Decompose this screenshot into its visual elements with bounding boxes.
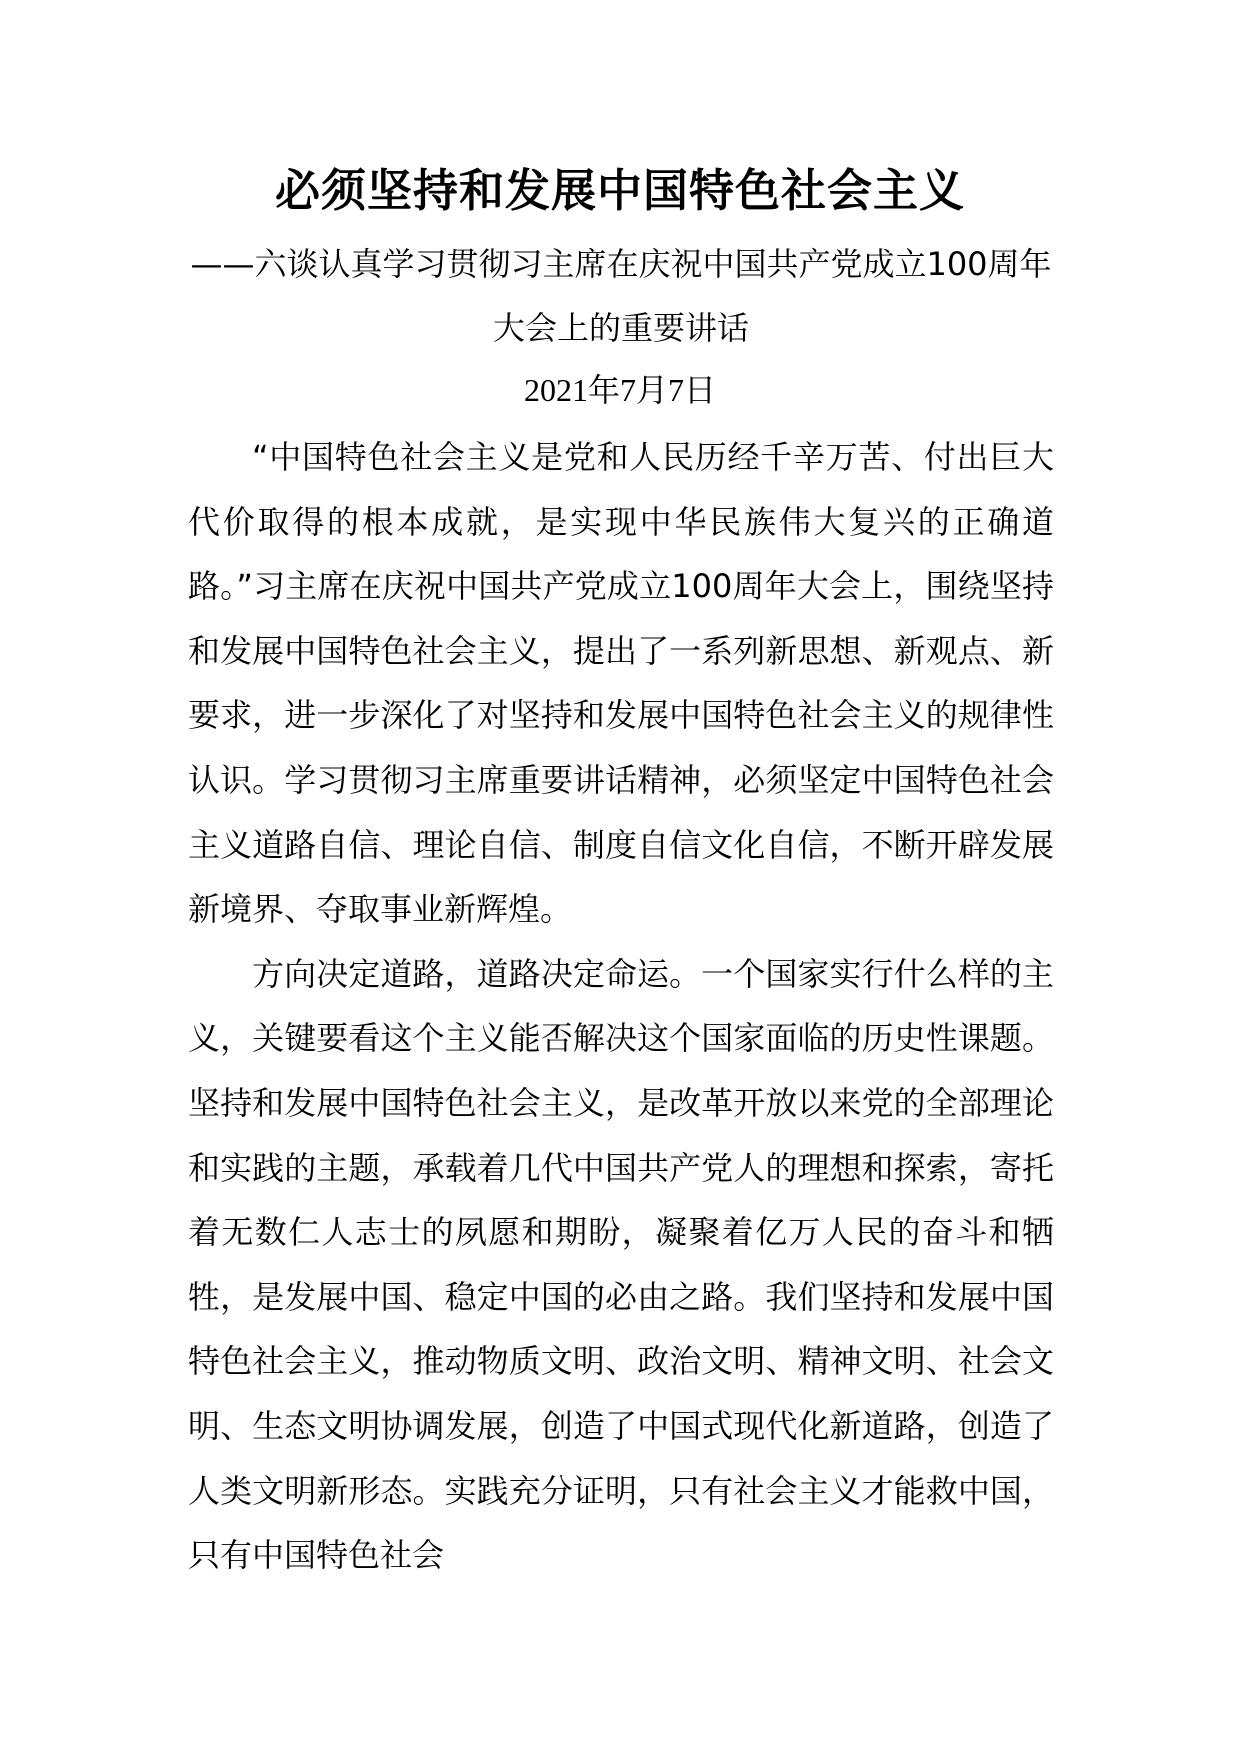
document-title: 必须坚持和发展中国特色社会主义: [274, 164, 965, 217]
document-date: 2021年7月7日: [523, 372, 716, 408]
body-paragraph: “中国特色社会主义是党和人民历经千辛万苦、付出巨大代价取得的根本成就，是实现中华民族伟大复兴的正确道路。”习主席在庆祝中国共产党成立100周年大会上，围绕坚持和发展中国特色社会主义，提出了一系列新思想、新观点、新要求，进一步深化了对坚持和发展中国特色社会主义的规律性认识。学习贯彻习主席重要讲话精神，必须坚定中国特色社会主义道路自信、理论自信、制度自信文化自信，不断开辟发展新境界、夺取事业新辉煌。: [188, 438, 1054, 929]
body-paragraph: 方向决定道路，道路决定命运。一个国家实行什么样的主义，关键要看这个主义能否解决这个国家面临的历史性课题。坚持和发展中国特色社会主义，是改革开放以来党的全部理论和实践的主题，承载着几代中国共产党人的理想和探索，寄托着无数仁人志士的夙愿和期盼，凝聚着亿万人民的奋斗和牺牲，是发展中国、稳定中国的必由之路。我们坚持和发展中国特色社会主义，推动物质文明、政治文明、精神文明、社会文明、生态文明协调发展，创造了中国式现代化新道路，创造了人类文明新形态。实践充分证明，只有社会主义才能救中国，只有中国特色社会: [188, 954, 1054, 1575]
document-subtitle: ——六谈认真学习贯彻习主席在庆祝中国共产党成立100周年大会上的重要讲话: [190, 245, 1052, 347]
document-body: [188, 425, 1054, 1588]
